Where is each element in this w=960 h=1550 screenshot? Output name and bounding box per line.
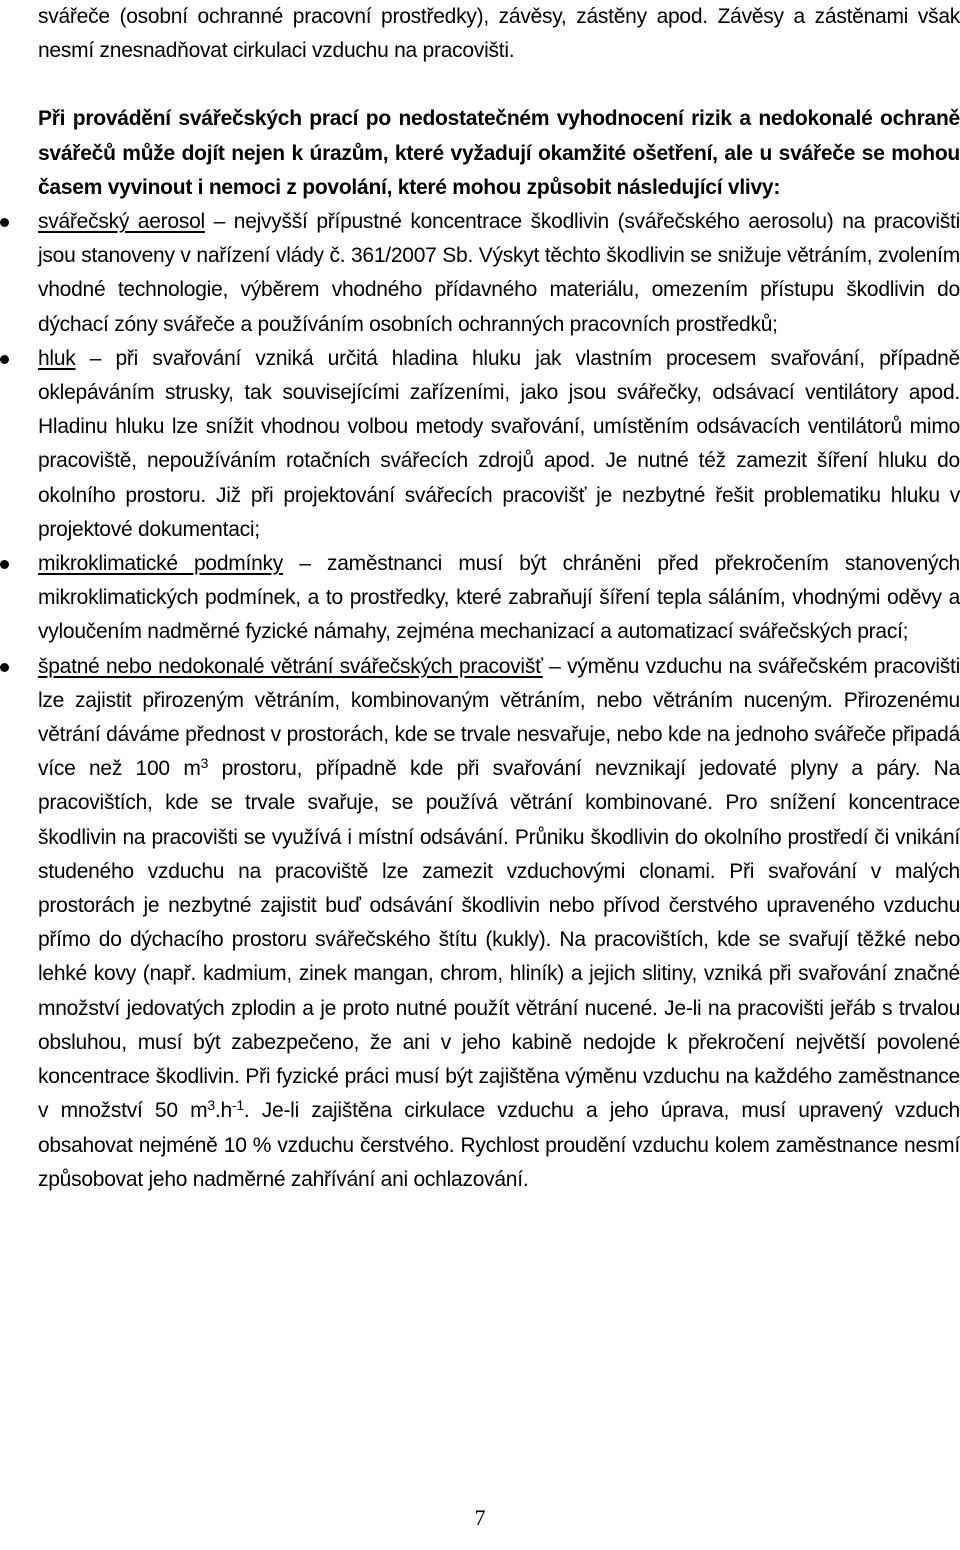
text-ventilation-1: výměnu vzduchu na svářečském pracovišti lze zajistit přirozeným větráním, kombinovaným větráním, nebo větráním nuceným. Přirozenému větrání dáváme přednost v prostorách, kde se trvale nesvařuje, nebo kde na jednoho svářeče připadá více než 100 m (38, 654, 960, 781)
dash: – (283, 552, 327, 576)
bullet-icon (0, 355, 9, 364)
lead-paragraph: Při provádění svářečských prací po nedostatečném vyhodnocení rizik a nedokonalé ochraně svářečů může dojít nejen k úrazům, které vyžadují okamžité ošetření, ale u svářeče se mohou časem vyvinout i nemoci z povolání, které mohou způsobit následující vlivy: (38, 107, 960, 199)
dash: – (75, 346, 116, 370)
superscript: -1 (231, 1097, 244, 1114)
list-item-microclimate (38, 547, 960, 650)
term-aerosol: svářečský aerosol (38, 210, 205, 234)
paragraph-spacer (38, 68, 960, 102)
page-number: 7 (474, 1505, 486, 1530)
text-noise: při svařování vzniká určitá hladina hluku jak vlastním procesem svařování, případně oklepáváním strusky, tak souvisejícími zařízeními, jako jsou svářečky, odsávací ventilátory apod. Hladinu hluku lze snížit vhodnou volbou metody svařování, umístěním odsávacích ventilátorů mimo pracoviště, nepoužíváním rotačních svářecích zdrojů apod. Je nutné též zamezit šíření hluku do okolního prostoru. Již při projektování svářecích pracovišť je nezbytné řešit problematiku hluku v projektové dokumentaci; (38, 346, 960, 541)
text-microclimate: zaměstnanci musí být chráněni před překročením stanovených mikroklimatických podmínek, a to prostředky, které zabraňují šíření tepla sáláním, vhodnými oděvy a vyloučením nadměrné fyzické námahy, zejména mechanizací a automatizací svářečských prací; (38, 552, 960, 644)
superscript: 3 (207, 1097, 215, 1114)
effects-list (38, 205, 960, 1197)
term-microclimate: mikroklimatické podmínky (38, 552, 284, 576)
bullet-icon (0, 560, 9, 569)
bullet-icon (0, 218, 9, 227)
term-noise: hluk (38, 346, 76, 370)
text-ventilation-2: prostoru, případně kde při svařování nevznikají jedovaté plyny a páry. Na pracovištích, kde se trvale svařuje, se používá větrání kombinované. Pro snížení koncentrace škodlivin na pracovišti se využívá i místní odsávání. Průniku škodlivin do okolního prostředí či vnikání studeného vzduchu na pracoviště lze zamezit vzduchovými clonami. Při svařování v malých prostorách je nezbytné zajistit buď odsávání škodlivin nebo přívod čerstvého upraveného vzduchu přímo do dýchacího prostoru svářečského štítu (kukly). Na pracovištích, kde se svařují těžké nebo lehké kovy (např. kadmium, zinek mangan, chrom, hliník) a jejich slitiny, vzniká při svařování značné množství jedovatých zplodin a je proto nutné použít větrání nucené. Je-li na pracovišti jeřáb s trvalou obsluhou, musí být zabezpečeno, že ani v jeho kabině nedojde k překročení největší povolené koncentrace škodlivin. Při fyzické práci musí být zajištěna výměnu vzduchu na každého zaměstnance v množství 50 m (38, 757, 960, 1123)
dash: – (542, 654, 568, 678)
superscript: 3 (200, 755, 209, 772)
list-item-ventilation (38, 650, 960, 1197)
document-body (38, 0, 960, 1197)
dash: – (204, 210, 234, 234)
list-item-noise (38, 342, 960, 547)
bullet-icon (0, 663, 9, 672)
list-item-aerosol (38, 205, 960, 342)
intro-paragraph-tail: svářeče (osobní ochranné pracovní prostředky), závěsy, zástěny apod. Závěsy a zástěnami však nesmí znesnadňovat cirkulaci vzduchu na pracovišti. (38, 5, 960, 63)
text-ventilation-3: .h (214, 1099, 232, 1123)
text-ventilation-4: . Je-li zajištěna cirkulace vzduchu a jeho úprava, musí upravený vzduch obsahovat nejméně 10 % vzduchu čerstvého. Rychlost proudění vzduchu kolem zaměstnance nesmí způsobovat jeho nadměrné zahřívání ani ochlazování. (38, 1099, 960, 1191)
text-aerosol: nejvyšší přípustné koncentrace škodlivin (svářečského aerosolu) na pracovišti jsou stanoveny v nařízení vlády č. 361/2007 Sb. Výskyt těchto škodlivin se snižuje větráním, zvolením vhodné technologie, výběrem vhodného přídavného materiálu, omezením přístupu škodlivin do dýchací zóny svářeče a používáním osobních ochranných pracovních prostředků; (38, 210, 960, 336)
term-ventilation: špatné nebo nedokonalé větrání svářečských pracovišť (38, 654, 543, 678)
